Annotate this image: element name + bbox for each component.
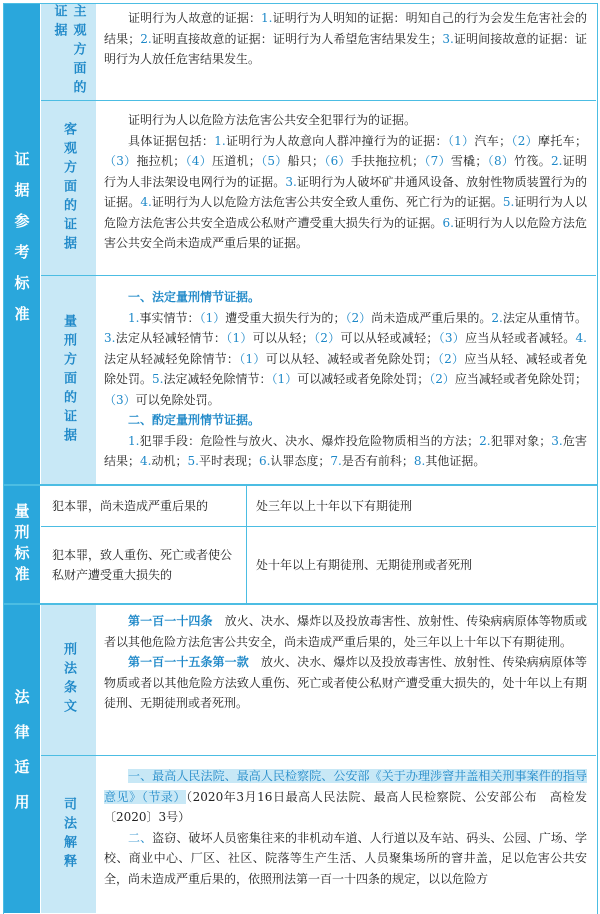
penalty-value-2: 处十年以上有期徒刑、无期徒刑或者死刑 bbox=[256, 558, 473, 572]
objective-evidence-header bbox=[41, 101, 96, 275]
criminal-law-content: 第一百一十四条 放火、决水、爆炸以及投放毒害性、放射性、传染病病原体等物质或者以其他危险方法危害公共安全，尚未造成严重后果的，处三年以上十年以下有期徒刑。 第一百一十五条第一款 放火、决水、爆炸以及投放毒害性、放射性、传染病病原体等物质或者以其他危险方法致人重伤、死亡或者使公私财产遭受重大损失的，处十年以上有期徒刑、无期徒刑或者死刑。 bbox=[104, 614, 587, 710]
judicial-interpretation-header bbox=[41, 756, 96, 913]
divider bbox=[246, 486, 247, 603]
sentencing-evidence-header bbox=[41, 276, 96, 484]
objective-evidence-label: 客观方面的证据 bbox=[61, 121, 76, 255]
sentencing-evidence-label: 量刑方面的证据 bbox=[61, 313, 76, 447]
law-section-header bbox=[4, 605, 40, 913]
criminal-law-header bbox=[41, 605, 96, 755]
judicial-interpretation-label: 司法解释 bbox=[61, 796, 76, 873]
judicial-interpretation-content: 一、最高人民法院、最高人民检察院、公安部《关于办理涉窨井盖相关刑事案件的指导意见》（节录）（2020年3月16日最高人民法院、最高人民检察院、公安部公布 高检发〔2020〕3号） 二、盗窃、破坏人员密集往来的非机动车道、人行道以及车站、码头、公园、广场、学校、商业中心、厂区、社区、院落等生产生活、人员聚集场所的窨井盖，足以危害公共安全，尚未造成严重后果的，依照刑法第一百一十四条的规定，以以危险方 bbox=[104, 769, 587, 886]
evidence-section-label: 证据参考标准 bbox=[12, 151, 31, 337]
subjective-evidence-label: 主观方面的证据 bbox=[51, 4, 86, 99]
subjective-evidence-header bbox=[41, 4, 96, 100]
penalty-condition-2: 犯本罪，致人重伤、死亡或者使公私财产遭受重大损失的 bbox=[52, 548, 233, 582]
objective-evidence-content: 证明行为人以危险方法危害公共安全犯罪行为的证据。 具体证据包括：1.证明行为人故意向人群冲撞行为的证据：（1）汽车；（2）摩托车；（3）拖拉机；（4）压道机；（5）船只；（6）手扶拖拉机；（7）雪橇；（8）竹筏。2.证明行为人非法架设电网行为的证据。3.证明行为人破坏矿井通风设备、放射性物质装置行为的证据。4.证明行为人以危险方法危害公共安全致人重伤、死亡行为的证据。5.证明行为人以危险方法危害公共安全造成公私财产遭受重大损失行为的证据。6.证明行为人以危险方法危害公共安全尚未造成严重后果的证据。 bbox=[104, 113, 587, 250]
sentencing-evidence-content: 一、法定量刑情节证据。 1.事实情节：（1）遭受重大损失行为的；（2）尚未造成严重后果的。2.法定从重情节。3.法定从轻减轻情节：（1）可以从轻；（2）可以从轻或减轻；（3）应当从轻或者减轻。4.法定从轻减轻免除情节：（1）可以从轻、减轻或者免除处罚；（2）应当从轻、减轻或者免除处罚。5.法定减轻免除情节：（1）可以减轻或者免除处罚；（2）应当减轻或者免除处罚；（3）可以免除处罚。 二、酌定量刑情节证据。 1.犯罪手段：危险性与放火、决水、爆炸投危险物质相当的方法；2.犯罪对象；3.危害结果；4.动机；5.平时表现；6.认罪态度；7.是否有前科；8.其他证据。 bbox=[104, 290, 587, 468]
divider bbox=[41, 100, 596, 101]
penalty-value-1: 处三年以上十年以下有期徒刑 bbox=[256, 499, 413, 513]
penalty-section-label: 量刑标准 bbox=[12, 502, 31, 587]
penalty-condition-1: 犯本罪，尚未造成严重后果的 bbox=[52, 499, 209, 513]
subjective-evidence-content: 证明行为人故意的证据：1.证明行为人明知的证据：明知自己的行为会发生危害社会的结果；2.证明直接故意的证据：证明行为人希望危害结果发生；3.证明间接故意的证据：证明行为人放任危害结果发生。 bbox=[104, 11, 587, 66]
penalty-section-header bbox=[4, 486, 40, 603]
criminal-law-label: 刑法条文 bbox=[61, 642, 76, 718]
evidence-section-header bbox=[4, 4, 40, 484]
interpretation-title: 一、最高人民法院、最高人民检察院、公安部《关于办理涉窨井盖相关刑事案件的指导意见》（节录） bbox=[104, 769, 587, 804]
divider bbox=[41, 275, 596, 276]
law-section-label: 法律适用 bbox=[12, 689, 31, 829]
divider bbox=[41, 755, 596, 756]
